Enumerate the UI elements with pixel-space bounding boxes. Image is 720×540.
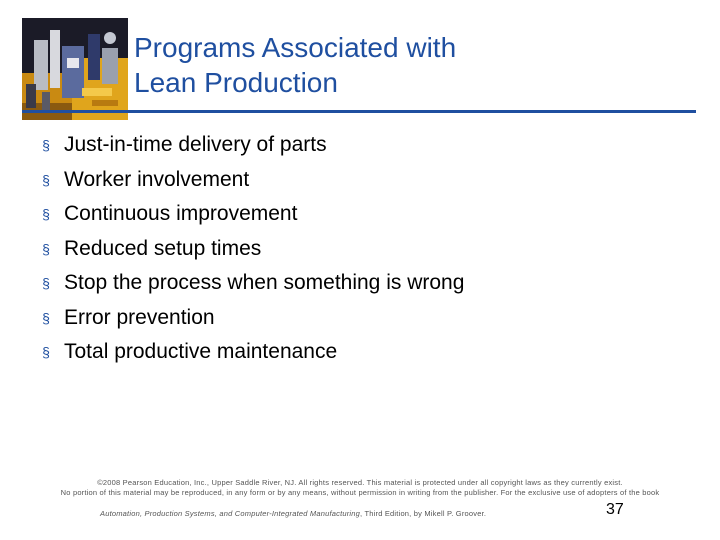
- slide-title-line-2: Lean Production: [134, 67, 338, 98]
- page-number: 37: [606, 501, 624, 518]
- bullet-icon: §: [42, 137, 50, 153]
- bullet-icon: §: [42, 344, 50, 360]
- slide-header-photo: [22, 18, 128, 120]
- bullet-text: Reduced setup times: [64, 236, 262, 260]
- bullet-icon: §: [42, 240, 50, 257]
- book-credit: [100, 509, 486, 518]
- bullet-icon: §: [42, 206, 50, 222]
- copyright-line-1: ©2008 Pearson Education, Inc., Upper Saddle River, NJ. All rights reserved. This material is protected under all copyright laws as they currently exist.: [97, 478, 623, 487]
- slide-title-line-1: Programs Associated with: [134, 32, 457, 63]
- bullet-text: Error prevention: [64, 305, 215, 329]
- electronics-components-image: [22, 18, 128, 120]
- copyright-notice: [0, 478, 720, 498]
- bullet-text: Stop the process when something is wrong: [64, 271, 465, 294]
- bullet-icon: §: [42, 309, 50, 326]
- bullet-text: Total productive maintenance: [64, 340, 338, 363]
- bullet-text: Just-in-time delivery of parts: [64, 133, 327, 156]
- bullet-text: Worker involvement: [64, 167, 250, 191]
- title-divider: [22, 110, 696, 113]
- copyright-line-2: No portion of this material may be reproduced, in any form or by any means, without permission in writing from the publisher. For the exclusive use of adopters of the book: [60, 488, 660, 497]
- bullet-text: Continuous improvement: [64, 202, 298, 225]
- bullet-icon: §: [42, 171, 50, 188]
- book-title: Automation, Production Systems, and Computer-Integrated Manufacturing: [100, 509, 361, 518]
- bullet-icon: §: [42, 275, 50, 291]
- slide-title: [134, 30, 554, 100]
- book-edition: , Third Edition, by Mikell P. Groover.: [360, 509, 487, 518]
